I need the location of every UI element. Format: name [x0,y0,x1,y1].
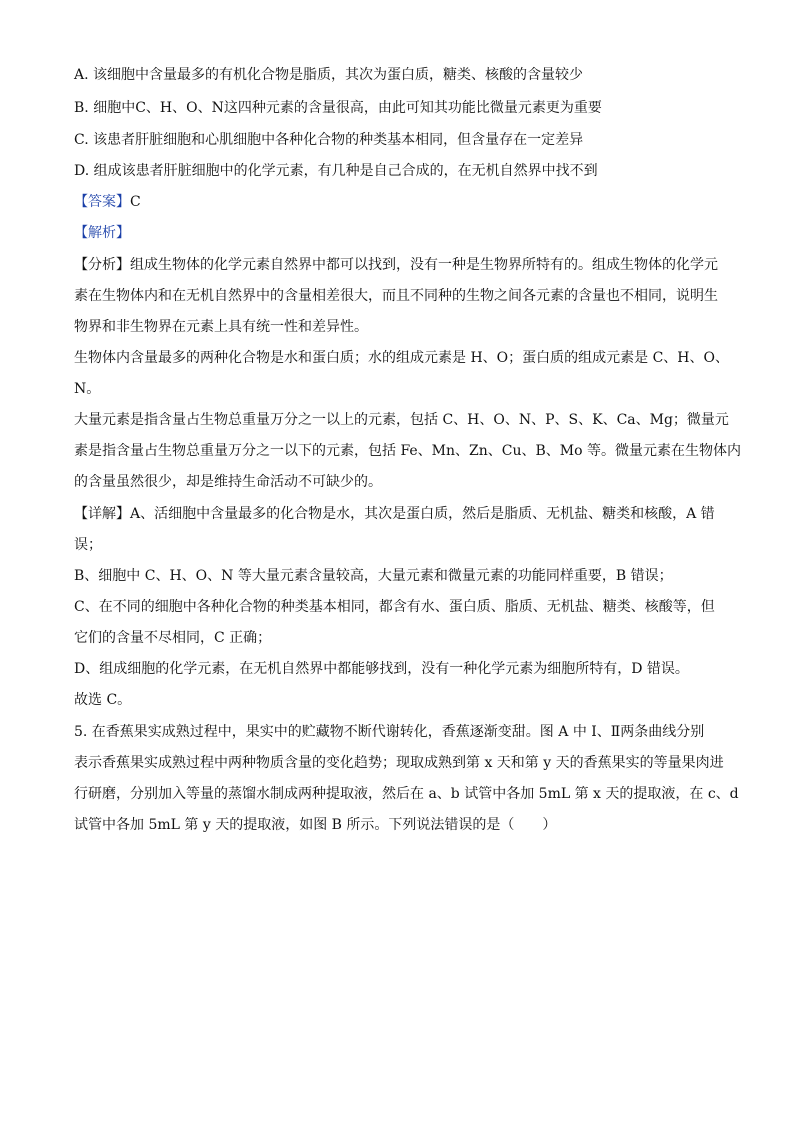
option-d: D. 组成该患者肝脏细胞中的化学元素，有几种是自己合成的，在无机自然界中找不到 [74,163,598,179]
detail-a-line2: 误； [74,537,102,553]
analysis-p1-line2: 素在生物体内和在无机自然界中的含量相差很大，而且不同种的生物之间各元素的含量也不相同，说明生 [74,288,718,304]
detail-c-line1: C、在不同的细胞中各种化合物的种类基本相同，都含有水、蛋白质、脂质、无机盐、糖类、核酸等，但 [74,599,715,615]
question5-line2: 表示香蕉果实成熟过程中两种物质含量的变化趋势；现取成熟到第 x 天和第 y 天的香蕉果实的等量果肉进 [74,755,724,771]
analysis-label: 【解析】 [74,225,130,241]
option-c: C. 该患者肝脏细胞和心肌细胞中各种化合物的种类基本相同，但含量存在一定差异 [74,132,584,148]
question5-line1: 5. 在香蕉果实成熟过程中，果实中的贮藏物不断代谢转化，香蕉逐渐变甜。图 A 中 Ⅰ、Ⅱ两条曲线分别 [74,724,705,740]
detail-text: A、活细胞中含量最多的化合物是水，其次是蛋白质，然后是脂质、无机盐、糖类和核酸，A 错 [130,506,715,522]
analysis-p2-line2: N。 [74,381,101,397]
detail-conclusion: 故选 C。 [74,692,132,708]
question5-line4: 试管中各加 5mL 第 y 天的提取液，如图 B 所示。下列说法错误的是（ ） [74,817,557,833]
answer-value: C [130,194,141,210]
answer-label: 【答案】 [74,194,130,210]
detail-a-line1 [74,504,724,524]
analysis-sub-label: 【分析】 [74,257,130,273]
analysis-text: 组成生物体的化学元素自然界中都可以找到，没有一种是生物界所特有的。组成生物体的化学元 [130,257,718,273]
question5-line3: 行研磨，分别加入等量的蒸馏水制成两种提取液，然后在 a、b 试管中各加 5mL 第 x 天的提取液，在 c、d [74,786,739,802]
detail-label: 【详解】 [74,506,130,522]
analysis-p2-line1: 生物体内含量最多的两种化合物是水和蛋白质；水的组成元素是 H、O；蛋白质的组成元素是 C、H、O、 [74,350,729,366]
detail-b: B、细胞中 C、H、O、N 等大量元素含量较高，大量元素和微量元素的功能同样重要，B 错误； [74,568,673,584]
detail-c-line2: 它们的含量不尽相同，C 正确； [74,630,272,646]
option-a: A. 该细胞中含量最多的有机化合物是脂质，其次为蛋白质，糖类、核酸的含量较少 [74,67,584,83]
analysis-p3-line2: 素是指含量占生物总重量万分之一以下的元素，包括 Fe、Mn、Zn、Cu、B、Mo 等。微量元素在生物体内 [74,443,742,459]
option-b: B. 细胞中C、H、O、N这四种元素的含量很高，由此可知其功能比微量元素更为重要 [74,100,602,116]
analysis-p3-line1: 大量元素是指含量占生物总重量万分之一以上的元素，包括 C、H、O、N、P、S、K、Ca、Mg；微量元 [74,412,729,428]
analysis-p1-line3: 物界和非生物界在元素上具有统一性和差异性。 [74,319,368,335]
analysis-p3-line3: 的含量虽然很少，却是维持生命活动不可缺少的。 [74,474,382,490]
analysis-p1-line1 [74,255,724,275]
answer-line [74,192,724,212]
detail-d: D、组成细胞的化学元素，在无机自然界中都能够找到，没有一种化学元素为细胞所特有，D 错误。 [74,661,689,677]
